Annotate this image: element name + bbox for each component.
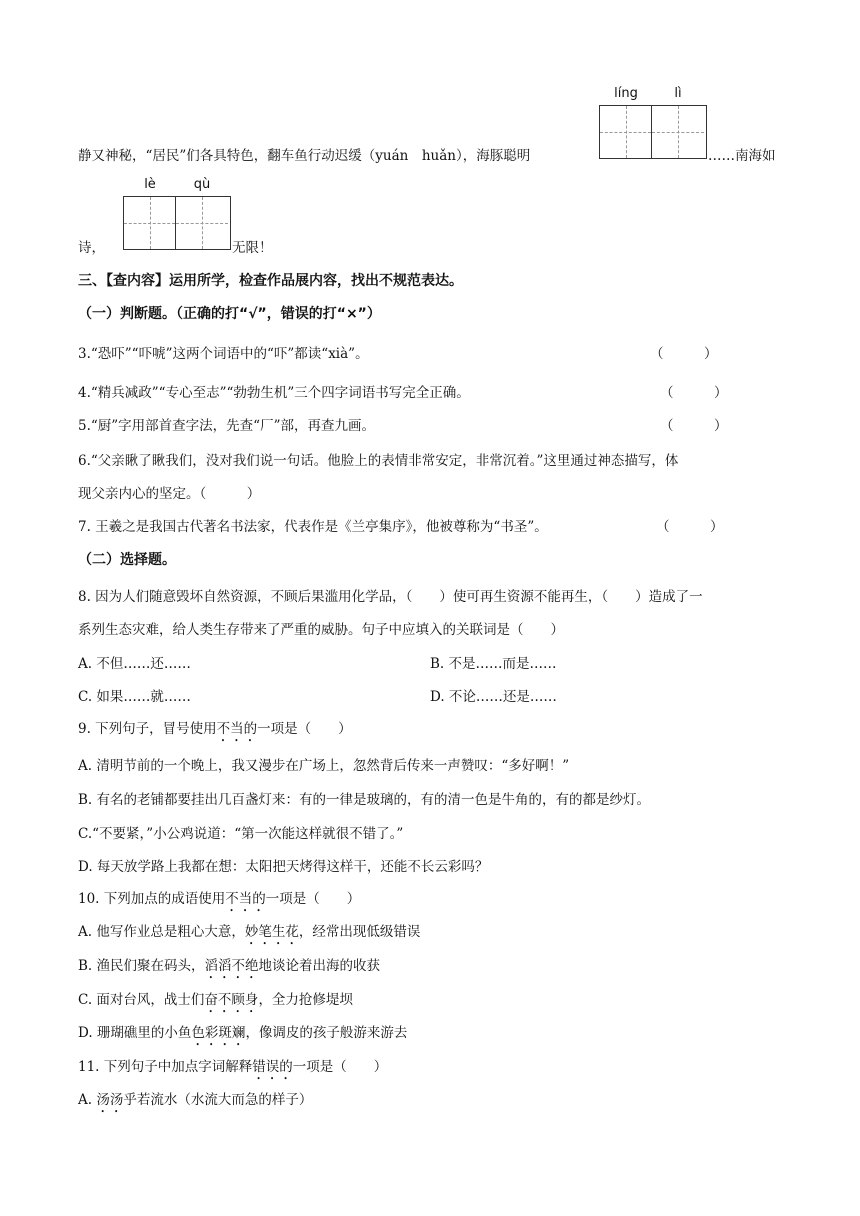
question-9 (78, 717, 352, 745)
q10-d-pre: D. 珊瑚礁里的小鱼 (78, 1025, 192, 1041)
q9-option-d[interactable]: D. 每天放学路上我都在想：太阳把天烤得这样干，还能不长云彩吗？ (78, 859, 489, 875)
q10-option-a[interactable] (78, 920, 420, 948)
q10-b-post: 地谈论着出海的收获 (258, 958, 381, 974)
q11-a-pre: A. (78, 1092, 97, 1108)
q9-option-c[interactable]: C.“不要紧，”小公鸡说道：“第一次能这样就很不错了。” (78, 826, 404, 842)
q8-option-d[interactable]: D. 不论……还是…… (430, 689, 557, 705)
q10-option-d[interactable] (78, 1021, 407, 1049)
q10-c-idiom: 奋不顾身 (204, 992, 259, 1008)
q10-b-pre: B. 渔民们聚在码头， (78, 958, 205, 974)
part-2-heading: （二）选择题。 (78, 552, 176, 568)
pinyin-qu: qù (193, 177, 211, 192)
pinyin-li: lì (674, 86, 682, 101)
tianzige-cell[interactable] (124, 197, 176, 249)
q9-option-a[interactable]: A. 清明节前的一个晚上，我又漫步在广场上，忽然背后传来一声赞叹：“多好啊！” (78, 758, 570, 774)
question-11 (78, 1055, 387, 1083)
q10-text-post: 一项是（ ） (265, 891, 361, 907)
question-7: 7. 王羲之是我国古代著名书法家，代表作是《兰亭集序》，他被尊称为“书圣”。 (78, 519, 548, 535)
q10-a-idiom: 妙笔生花 (244, 924, 299, 940)
q10-d-post: ，像调皮的孩子般游来游去 (245, 1025, 408, 1041)
tianzige-cell[interactable] (176, 197, 228, 249)
question-8-line-2: 系列生态灾难，给人类生存带来了严重的威胁。句子中应填入的关联词是（ ） (78, 622, 564, 638)
pinyin-le: lè (144, 177, 156, 192)
q11-dotted-text: 错误的 (252, 1059, 293, 1075)
q8-option-b[interactable]: B. 不是……而是…… (430, 656, 557, 672)
tianzige-box-2[interactable] (123, 196, 231, 250)
question-3: 3.“恐吓”“吓唬”这两个词语中的“吓”都读“xià”。 (78, 346, 369, 362)
question-10 (78, 887, 360, 915)
question-8-line-1: 8. 因为人们随意毁坏自然资源，不顾后果滥用化学品，（ ）使可再生资源不能再生，（ ）造成了一 (78, 589, 703, 605)
part-1-heading: （一）判断题。（正确的打“√”，错误的打“×”） (78, 306, 381, 322)
tianzige-box-1[interactable] (599, 105, 707, 159)
q10-d-idiom: 色彩斑斓 (191, 1025, 246, 1041)
question-6-line-2[interactable]: 现父亲内心的坚定。（ ） (78, 486, 261, 502)
q10-option-c[interactable] (78, 988, 353, 1016)
pinyin-ling: líng (614, 86, 638, 101)
question-4: 4.“精兵减政”“专心至志”“勃勃生机”三个四字词语书写完全正确。 (78, 385, 470, 401)
intro-line-2-start: 诗， (78, 240, 105, 256)
q9-text-pre: 9. 下列句子，冒号使用 (78, 721, 217, 737)
q8-option-c[interactable]: C. 如果……就…… (78, 689, 191, 705)
q11-option-a[interactable] (78, 1088, 312, 1116)
q11-text-pre: 11. 下列句子中加点字词解释 (78, 1059, 253, 1075)
intro-line-1-tail: ……南海如 (708, 148, 776, 164)
q8-option-a[interactable]: A. 不但……还…… (78, 656, 191, 672)
intro-line-1: 静又神秘，“居民”们各具特色，翻车鱼行动迟缓（yuán huǎn），海豚聪明 (78, 148, 531, 164)
answer-blank-7[interactable]: （ ） (656, 519, 724, 535)
answer-blank-3[interactable]: （ ） (650, 346, 718, 362)
q10-b-idiom: 滔滔不绝 (204, 958, 259, 974)
q10-option-b[interactable] (78, 954, 380, 982)
q11-text-post: 一项是（ ） (292, 1059, 388, 1075)
q10-a-post: ，经常出现低级错误 (298, 924, 421, 940)
section-3-heading: 三、【查内容】运用所学，检查作品展内容，找出不规范表达。 (78, 273, 463, 289)
q10-a-pre: A. 他写作业总是粗心大意， (78, 924, 245, 940)
question-5: 5.“厨”字用部首查字法，先查“厂”部，再查九画。 (78, 418, 375, 434)
tianzige-cell[interactable] (652, 106, 704, 158)
tianzige-cell[interactable] (600, 106, 652, 158)
q9-dotted-text: 不当的 (216, 721, 258, 737)
q9-text-post: 一项是（ ） (257, 721, 352, 737)
q10-dotted-text: 不当的 (225, 891, 266, 907)
q11-a-post: 乎若流水（水流大而急的样子） (123, 1092, 313, 1108)
question-6-line-1: 6.“父亲瞅了瞅我们，没对我们说一句话。他脸上的表情非常安定，非常沉着。”这里通过神态描写，体 (78, 453, 679, 469)
q10-c-pre: C. 面对台风，战士们 (78, 992, 205, 1008)
intro-line-2-end: 无限！ (232, 240, 273, 256)
q11-a-word: 汤汤 (96, 1092, 124, 1108)
q10-text-pre: 10. 下列加点的成语使用 (78, 891, 226, 907)
q9-option-b[interactable]: B. 有名的老铺都要挂出几百盏灯来：有的一律是玻璃的，有的清一色是牛角的，有的都是纱灯。 (78, 792, 651, 808)
answer-blank-5[interactable]: （ ） (660, 418, 728, 434)
q10-c-post: ，全力抢修堤坝 (258, 992, 353, 1008)
answer-blank-4[interactable]: （ ） (660, 385, 728, 401)
